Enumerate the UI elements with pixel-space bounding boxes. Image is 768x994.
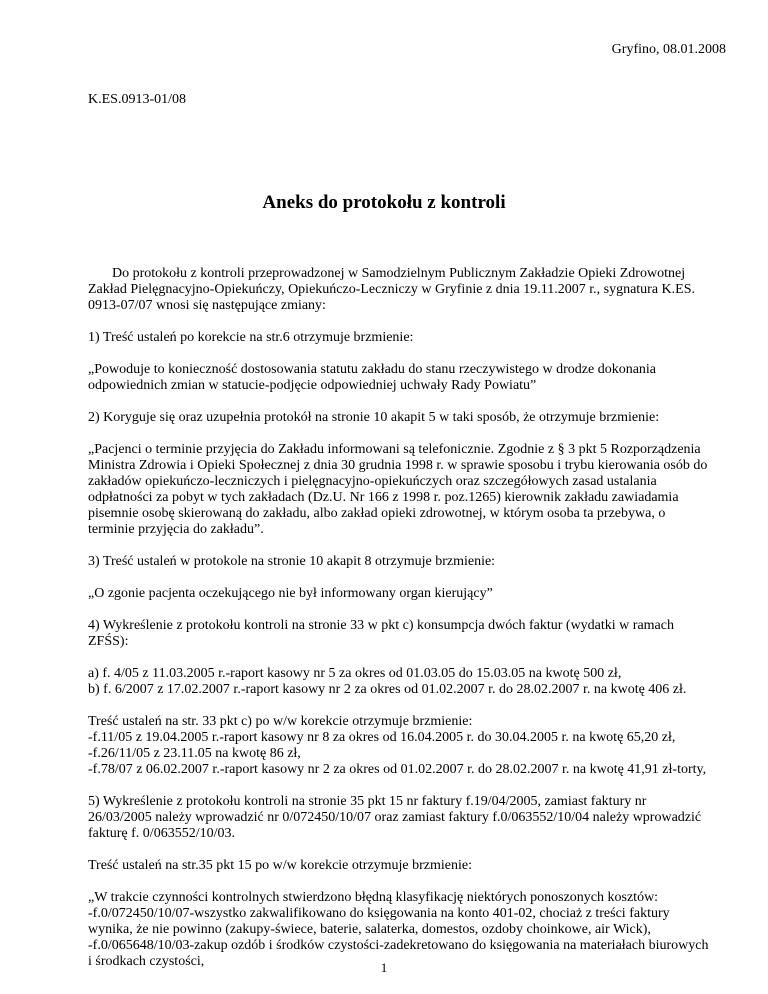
page-number: 1 xyxy=(380,960,388,975)
item-4-heading: 4) Wykreślenie z protokołu kontroli na stronie 33 w pkt c) konsumpcja dwóch faktur (wydatki w ramach ZFŚS): xyxy=(88,618,674,649)
item-1-heading: 1) Treść ustaleń po korekcie na str.6 otrzymuje brzmienie: xyxy=(88,330,414,345)
item-2-quote: „Pacjenci o terminie przyjęcia do Zakładu informowani są telefonicznie. Zgodnie z § 3 pkt 5 Rozporządzenia Ministra Zdrowia i Opieki Społecznej z dnia 30 grudnia 1998 r. w sprawie sposobu i trybu kierowania osób do zakładów opiekuńczo-leczniczych i pielęgnacyjno-opiekuńczych oraz szczegółowych zasad ustalania odpłatności za pobyt w tych zakładach (Dz.U. Nr 166 z 1998 r. poz.1265) kierownik zakładu zawiadamia pisemnie osobę skierowaną do zakładu, albo zakład opieki zdrowotnej, w którym osoba ta przebywa, o terminie przyjęcia do zakładu”. xyxy=(88,442,708,537)
item-5-intro: Treść ustaleń na str.35 pkt 15 po w/w korekcie otrzymuje brzmienie: xyxy=(88,858,473,873)
item-5-heading: 5) Wykreślenie z protokołu kontroli na stronie 35 pkt 15 nr faktury f.19/04/2005, zamiast faktury nr 26/03/2005 należy wprowadzić nr 0/072450/10/07 oraz zamiast faktury f.0/063552/10/04 należy wprowadzić fakturę f. 0/063552/10/03. xyxy=(88,794,702,841)
reference-number: K.ES.0913-01/08 xyxy=(88,92,186,107)
item-2-heading: 2) Koryguje się oraz uzupełnia protokół na stronie 10 akapit 5 w taki sposób, że otrzymuje brzmienie: xyxy=(88,410,660,425)
item-5-quote: „W trakcie czynności kontrolnych stwierdzono błędną klasyfikację niektórych ponoszonych kosztów: -f.0/072450/10/07-wszystko zakwalifikowano do księgowania na konto 401-02, chociaż z treści faktury wynika, że nie powinno (zakupy-świece, baterie, salaterka, domestos, ozdoby choinkowe, air Wick), -f.0/065648/10/03-zakup ozdób i środków czystości-zadekretowano do księgowania na materiałach biurowych i środkach czystości, xyxy=(88,890,709,969)
intro-paragraph: Do protokołu z kontroli przeprowadzonej w Samodzielnym Publicznym Zakładzie Opieki Zdrowotnej Zakład Pielęgnacyjno-Opiekuńczy, Opiekuńczo-Leczniczy w Gryfinie z dnia 19.11.2007 r., sygnatura K.ES. 0913-07/07 wnosi się następujące zmiany: xyxy=(88,266,695,313)
item-4-corrected: Treść ustaleń na str. 33 pkt c) po w/w korekcie otrzymuje brzmienie: -f.11/05 z 19.04.2005 r.-raport kasowy nr 8 za okres od 16.04.2005 r. do 30.04.2005 r. na kwotę 65,20 zł, -f.26/11/05 z 23.11.05 na kwotę 86 zł, -f.78/07 z 06.02.2007 r.-raport kasowy nr 2 za okres od 01.02.2007 r. do 28.02.2007 r. na kwotę 41,91 zł-torty, xyxy=(88,714,707,777)
item-4-invoices: a) f. 4/05 z 11.03.2005 r.-raport kasowy nr 5 za okres od 01.03.05 do 15.03.05 na kwotę 500 zł, b) f. 6/2007 z 17.02.2007 r.-raport kasowy nr 2 za okres od 01.02.2007 r. do 28.02.2007 r. na kwotę 406 zł. xyxy=(88,666,687,697)
document-title: Aneks do protokołu z kontroli xyxy=(262,192,506,213)
item-3-heading: 3) Treść ustaleń w protokole na stronie 10 akapit 8 otrzymuje brzmienie: xyxy=(88,554,496,569)
document-body xyxy=(88,266,734,986)
item-3-quote: „O zgonie pacjenta oczekującego nie był informowany organ kierujący” xyxy=(88,586,493,601)
item-1-quote: „Powoduje to konieczność dostosowania statutu zakładu do stanu rzeczywistego w drodze dokonania odpowiednich zmian w statucie-podjęcie odpowiedniej uchwały Rady Powiatu” xyxy=(88,362,657,393)
place-date: Gryfino, 08.01.2008 xyxy=(611,42,726,57)
